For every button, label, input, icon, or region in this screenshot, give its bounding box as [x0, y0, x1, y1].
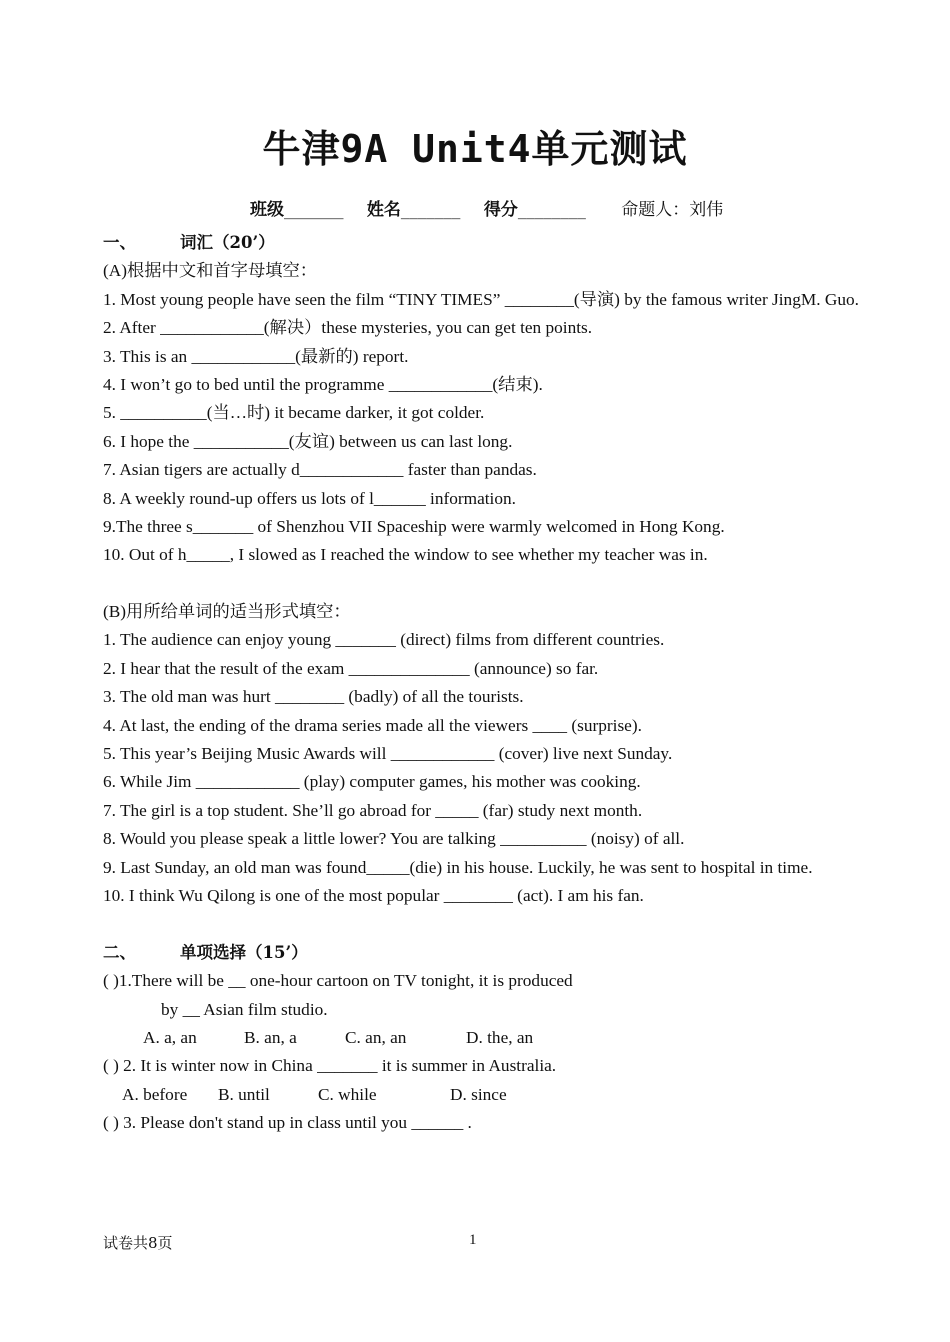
question-item: 4. I won’t go to bed until the programme ____________(结束). — [103, 374, 543, 394]
section-title: 词汇（20’） — [180, 233, 275, 252]
score-blank[interactable]: ________ — [517, 200, 586, 220]
option-a: A. a, an — [143, 1027, 197, 1047]
question-item: 4. At last, the ending of the drama series made all the viewers ____ (surprise). — [103, 715, 642, 735]
question-item: 7. Asian tigers are actually d____________ faster than pandas. — [103, 460, 537, 480]
option-b: B. an, a — [244, 1027, 297, 1047]
question-item: 1. Most young people have seen the film “TINY TIMES” ________(导演) by the famous writer JingM. Guo. — [103, 289, 859, 309]
option-d: D. the, an — [466, 1027, 534, 1047]
class-label: 班级 — [250, 200, 284, 220]
option-a: A. before — [122, 1084, 188, 1104]
question-item: 9. Last Sunday, an old man was found_____(die) in his house. Luckily, he was sent to hospital in time. — [103, 857, 813, 877]
mc-options-1 — [103, 1024, 863, 1052]
option-c: C. while — [318, 1084, 377, 1104]
question-item: 2. I hear that the result of the exam ______________ (announce) so far. — [103, 658, 599, 678]
footer-page-number: 1 — [469, 1232, 477, 1248]
section-number: 二、 — [103, 942, 136, 962]
section-1-heading — [103, 229, 863, 257]
question-item: 10. Out of h_____, I slowed as I reached the window to see whether my teacher was in. — [103, 545, 708, 565]
option-d: D. since — [450, 1084, 507, 1104]
part-a-heading: (A)根据中文和首字母填空： — [103, 261, 318, 281]
mc-question-3: ( ) 3. Please don't stand up in class until you ______ . — [103, 1113, 472, 1133]
option-c: C. an, an — [345, 1027, 407, 1047]
option-b: B. until — [218, 1084, 270, 1104]
question-item: 2. After ____________(解决）these mysteries, you can get ten points. — [103, 318, 593, 338]
part-b-heading: (B)用所给单词的适当形式填空： — [103, 602, 351, 622]
student-info-line — [250, 195, 723, 220]
mc-question-1: ( )1.There will be __ one-hour cartoon on TV tonight, it is produced — [103, 971, 573, 991]
mc-options-2 — [103, 1081, 863, 1109]
question-item: 1. The audience can enjoy young _______ (direct) films from different countries. — [103, 630, 665, 650]
author-label: 命题人：刘伟 — [621, 200, 724, 220]
question-item: 5. __________(当…时) it became darker, it got colder. — [103, 403, 485, 423]
question-item: 5. This year’s Beijing Music Awards will ____________ (cover) live next Sunday. — [103, 744, 673, 764]
question-item: 6. I hope the ___________(友谊) between us can last long. — [103, 431, 513, 451]
question-item: 3. This is an ____________(最新的) report. — [103, 346, 409, 366]
question-item: 8. Would you please speak a little lower? You are talking __________ (noisy) of all. — [103, 829, 685, 849]
exam-content — [103, 229, 863, 1138]
score-label: 得分 — [483, 200, 518, 220]
question-item: 3. The old man was hurt ________ (badly) of all the tourists. — [103, 687, 524, 707]
question-item: 10. I think Wu Qilong is one of the most popular ________ (act). I am his fan. — [103, 886, 644, 906]
question-item: 6. While Jim ____________ (play) computer games, his mother was cooking. — [103, 772, 641, 792]
section-title: 单项选择（15’） — [180, 942, 308, 962]
name-label: 姓名 — [366, 200, 401, 220]
page-title: 牛津9A Unit4单元测试 — [262, 127, 688, 171]
mc-question-2: ( ) 2. It is winter now in China _______ it is summer in Australia. — [103, 1056, 557, 1076]
footer-total-pages: 试卷共8页 — [103, 1234, 173, 1252]
question-item: 7. The girl is a top student. She’ll go abroad for _____ (far) study next month. — [103, 800, 643, 820]
section-number: 一、 — [103, 233, 136, 252]
class-blank[interactable]: _______ — [284, 200, 344, 220]
question-item: 8. A weekly round-up offers us lots of l______ information. — [103, 488, 516, 508]
question-item: 9.The three s_______ of Shenzhou VII Spaceship were warmly welcomed in Hong Kong. — [103, 516, 725, 536]
mc-question-1-cont: by __ Asian film studio. — [161, 999, 328, 1019]
name-blank[interactable]: _______ — [400, 200, 461, 220]
section-2-heading — [103, 939, 863, 967]
